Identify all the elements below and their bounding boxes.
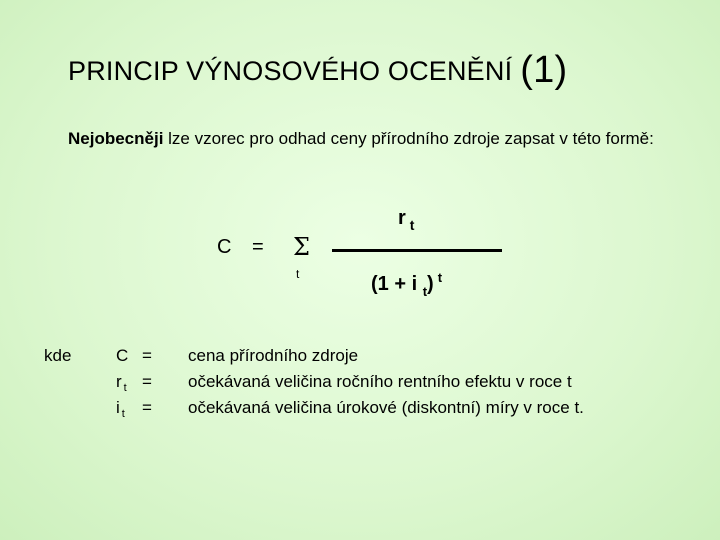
- legend-description: cena přírodního zdroje: [188, 346, 359, 365]
- legend-equals: =: [142, 398, 152, 417]
- sigma-subscript: t: [296, 267, 300, 281]
- title-text: PRINCIP VÝNOSOVÉHO OCENĚNÍ: [68, 56, 513, 86]
- formula-denominator: [371, 270, 442, 299]
- legend-symbol-letter: i: [116, 398, 120, 417]
- formula-equals: =: [252, 236, 264, 258]
- denominator-subscript: t: [422, 284, 428, 299]
- formula-lhs: C: [217, 236, 232, 258]
- legend-symbol-letter: r: [116, 372, 122, 391]
- title-number: (1): [520, 49, 568, 91]
- formula-numerator: [398, 207, 414, 233]
- legend-kde: kde: [44, 346, 72, 365]
- legend-symbol: [116, 346, 128, 366]
- legend-symbol-subscript: t: [121, 408, 125, 420]
- denominator-open: (1 + i: [371, 273, 423, 295]
- page-title: [68, 45, 567, 96]
- legend-symbol-letter: C: [116, 346, 129, 365]
- intro-bold: Nejobecněji: [68, 129, 164, 148]
- fraction-line: [332, 249, 502, 252]
- legend-symbol: [116, 398, 125, 420]
- numerator-symbol: r: [398, 207, 406, 229]
- legend-symbol: [116, 372, 127, 394]
- legend-equals: =: [142, 346, 152, 365]
- denominator-close: ): [427, 273, 434, 295]
- numerator-subscript: t: [409, 217, 415, 233]
- legend-description: očekávaná veličina ročního rentního efektu v roce t: [188, 372, 572, 391]
- intro-paragraph: [68, 128, 678, 150]
- legend-description: očekávaná veličina úrokové (diskontní) míry v roce t.: [188, 398, 584, 417]
- intro-text: lze vzorec pro odhad ceny přírodního zdroje zapsat v této formě:: [163, 129, 654, 148]
- denominator-power: t: [437, 270, 443, 285]
- legend-equals: =: [142, 372, 152, 391]
- legend-symbol-subscript: t: [123, 382, 127, 394]
- sigma-symbol: Σ: [293, 233, 310, 261]
